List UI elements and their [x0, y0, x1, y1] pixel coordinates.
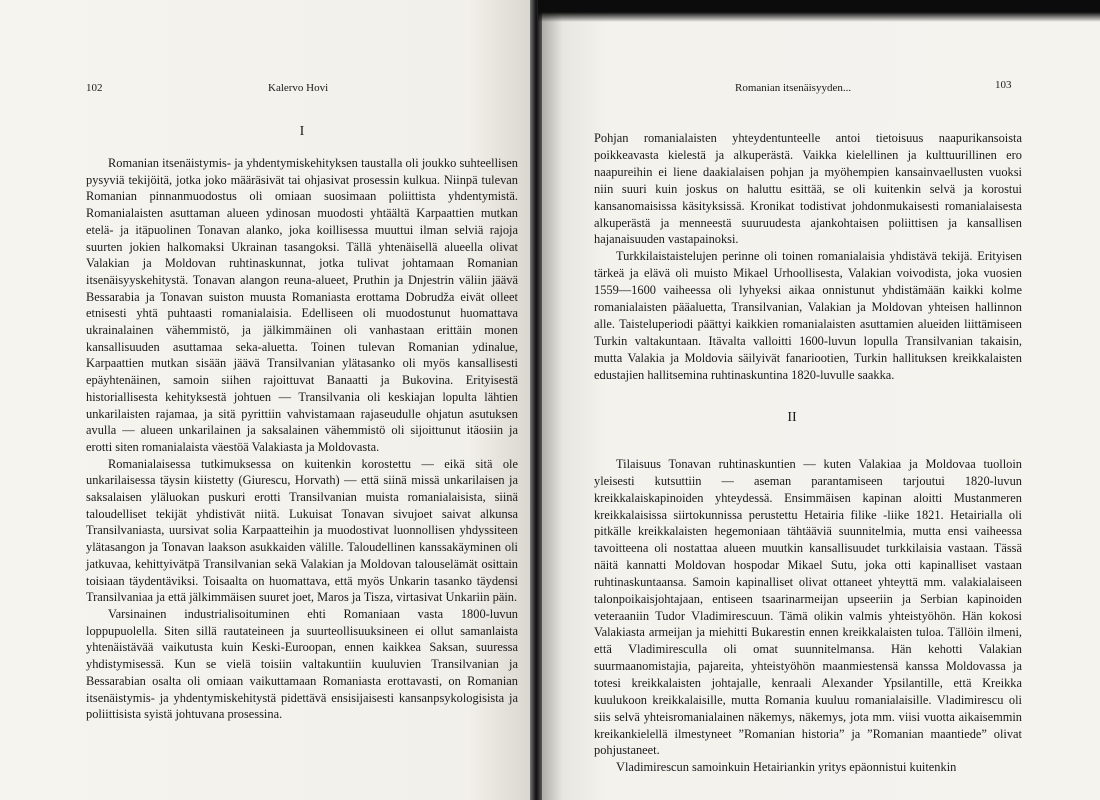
right-body-text-bottom — [594, 456, 1022, 776]
right-paragraph-2: Turkkilaistaistelujen perinne oli toinen romanialaisia yhdistävä tekijä. Erityisen tärkeä ja elävä oli muisto Mikael Urhoollisesta, Valakian voivodista, joka vuosien 1559—1600 vaiheessa oli lyhyeksi aikaa onnistunut yhdistämään kaikki kolme romanialaisten pääaluetta, Transilvanian, Valakian ja Moldovan yhteisen hallinnon alle. Taisteluperiodi päättyi kaikkien romanialaisten asuttamien alueiden liittämiseen Turkin valtakuntaan. Itävalta valloitti 1600-luvun lopulla Transilvanian takaisin, mutta Valakia ja Moldovia säilyivät fanariootien, Turkin hallituksen kreikkalaisten edustajien hallitsemina ruhtinaskuntina 1820-luvulle saakka. — [594, 249, 1022, 382]
left-paragraph-2: Romanialaisessa tutkimuksessa on kuitenkin korostettu — eikä sitä ole unkarilaisessa täysin kiistetty (Giurescu, Horvath) — että siinä missä unkarilaisen ja saksalaisen yläluokan puskuri erotti Transilvanian muista romanialaisista, siinä taloudelliset tekijät yhdistivät niitä. Lukuisat Tonavan sivujoet saivat alkunsa Transilvaniasta, uursivat solia Karpaatteihin ja muodostivat luonnollisen yhdyssiteen ylätasangon ja Tonavan laakson asukkaiden välille. Taloudellinen kanssakäyminen oli jatkuvaa, kehittyivätpä Transilvanian sekä Valakian ja Moldovan talouselämät osittain toisiaan täydentäviksi. Toisaalta on huomattava, että myös Unkarin tasanko täydensi Transilvaniaa ja että jälkimmäisen suuret joet, Maros ja Tisza, virtasivat Unkariin päin. — [86, 456, 518, 605]
right-paragraph-4: Vladimirescun samoinkuin Hetairiankin yritys epäonnistui kuitenkin — [616, 760, 957, 775]
section-heading-i: I — [299, 124, 305, 139]
left-paragraph-3: Varsinainen industrialisoituminen ehti Romaniaan vasta 1800-luvun loppupuolella. Siten sillä rautateineen ja suurteollisuuksineen ei ollut samanlaista yhtenäistävää vaikutusta kuin Keski-Euroopan, ennen kaikkea Saksan, suuressa yhdistymisessä. Kun se vielä toisiin valtakuntiin kuuluvien Transilvanian ja Bessarabian osalta oli omiaan vaikuttamaan Romaniasta erottavasti, on Romanian itsenäistymis- ja yhdentymiskehitystä pidettävä ensisijaisesti kansanpsykologisista ja poliittisista syistä johtuvana prosessina. — [86, 606, 518, 722]
right-paragraph-1: Pohjan romanialaisten yhteydentunteelle antoi tietoisuus naapurikansoista poikkeavasta kielestä ja alkuperästä. Vaikka kielellinen ja kulttuurillinen ero naapureihin ei liene daakialaisen pohjan ja myöhempien kansainvaellusten vuoksi niin suuri kuin joskus on haluttu esittää, se oli kuitenkin selvä ja korostui kansanomaisissa käsityksissä. Kronikat todistivat johdonmukaisesti romanialaisesta alkuperästä ja menneestä suuruudesta ajankohtaisen poliittisen ja kansallisen hajanaisuuden vastapainoksi. — [594, 131, 1022, 247]
left-body-text — [86, 155, 518, 723]
right-paragraph-3: Tilaisuus Tonavan ruhtinaskuntien — kuten Valakiaa ja Moldovaa tuolloin yleisesti kutsuttiin — aseman parantamiseen tarjoutui 1820-luvun kreikkalaiskapinoiden yhteydessä. Ensimmäisen kapinan aloitti Mustanmeren kreikkalaisissa siirtokunnissa perustettu Hetairia filike -liike 1821. Hetairialla oli pitkälle kreikkalaisten hegemoniaan tähtääviä suunnitelmia, mutta ensi vaiheessa tavoitteena oli nostattaa alueen muutkin kansallisuudet turkkilaisia vastaan. Tässä näitä kannatti Moldovan hospodar Mikael Sutu, joka otti kapinalliset vastaan ruhtinaskuntaansa. Samoin kapinalliset olivat ottaneet yhteyttä mm. valakialaiseen talonpoikaisjohtajaan, entiseen tsaarinarmeijan upseeriin ja Serbian kapinoiden veteraaniin Tudor Vladimirescuun. Tämä olikin valmis yhteistyöhön. Hän kokosi Valakiasta armeijan ja miehitti Bukarestin ennen kreikkalaisten tuloa. Tällöin ilmeni, että Vladimiresculla oli omat suunnitelmansa. Hän kehotti Valakian suurmaanomistajia, pajareita, yhteistyöhön maanmiestensä kanssa Moldovassa ja totesi kreikkalaisten johtajalle, kenraali Alexander Ypsilantille, että Kreikka kuulukoon kreikkalaisille, mutta Romania kuuluu romanialaisille. Vladimirescu oli siis selvä yhteisromanialainen näkemys, näkemys, jota mm. viisi vuotta aikaisemmin kreikankielellä ilmestyneet ”Romanian historia” ja ”Romanian maantiede” olivat pohjustaneet. — [594, 457, 1022, 758]
right-body-text-top — [594, 130, 1022, 384]
left-running-head: Kalervo Hovi — [268, 82, 329, 94]
section-heading-ii: II — [787, 410, 797, 425]
left-page-number: 102 — [86, 82, 103, 94]
book-gutter — [530, 0, 542, 800]
left-paragraph-1: Romanian itsenäistymis- ja yhdentymiskehityksen taustalla oli joukko suhteellisen pysyviä tekijöitä, jotka joko määräsivät tai ohjasivat prosessin kulkua. Niinpä tulevan Romanian pinnanmuodostus oli omiaan suosimaan poliittista yhdentymistä. Romanialaisten asuttaman alueen ydinosan muodosti yhtäältä Karpaattien mutkan etelä- ja itäpuolinen Tonavan alanko, joka koillisessa muuttui ilman selviä rajoja suurten jokien halkomaksi Ukrainan tasangoksi. Tällä yhtenäisellä alueella olivat Valakian ja Moldovan ruhtinaskunnat, jotka tulivat johtamaan Romanian itsenäisyyskehitystä. Tonavan alangon reuna-alueet, Pruthin ja Dnjestrin väliin jäävä Bessarabia ja Tonavan suiston muusta Romaniasta erottama Dobrudža eivät olleet etnisesti yhtä puhtaasti romanialaisia. Edelliseen oli muodostunut huomattava ukrainalainen vähemmistö, ja jälkimmäinen oli vanhastaan erittäin monen kansallisuuden asuttamaa seka-aluetta. Toinen tulevan Romanian ydinalue, Karpaattien mutkan sisään jäävä Transilvanian ylätasanko oli myös kansallisesti epäyhtenäinen, samoin siihen rajoittuvat Banaatti ja Bukovina. Erityisestä historiallisesta kehityksestä johtuen — Transilvania oli keskiajan lopulta lähtien unkarilaisten rajamaa, ja sitä pyrittiin vahvistamaan rajaseudulle ohjatun asutuksen avulla — alueen unkarilainen ja saksalainen vähemmistö oli sijoittunut itäosiin ja erotti siten romanialaista väestöä Valakiasta ja Moldovasta. — [86, 156, 518, 454]
right-page-number: 103 — [995, 79, 1012, 91]
page-edge-shadow — [538, 0, 1100, 22]
right-running-head: Romanian itsenäisyyden... — [735, 82, 852, 94]
